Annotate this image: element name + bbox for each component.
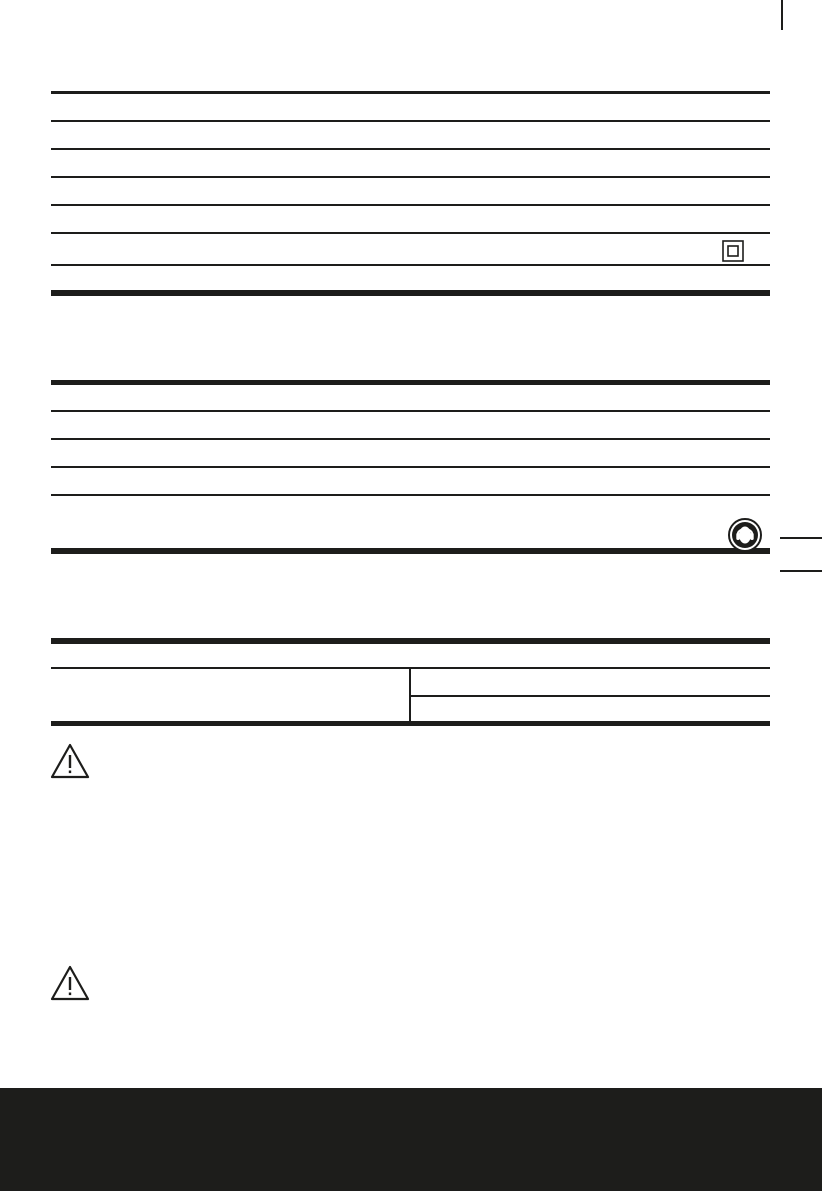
footer-band [0,1088,822,1191]
table-row-divider [51,176,770,178]
table-row-divider [51,494,770,496]
warning-triangle-icon [49,742,91,780]
table-row-divider [410,695,770,697]
table-row-divider [51,264,770,266]
table-row-divider [51,232,770,234]
double-insulation-icon [722,240,744,262]
table-bottom-rule [51,721,770,726]
table-bottom-rule [51,548,770,554]
table-column-divider [409,667,411,723]
warning-triangle-icon [49,964,91,1002]
table-row-divider [51,438,770,440]
table-top-rule [51,91,770,94]
table-row-divider [51,466,770,468]
table-top-rule [51,638,770,644]
language-tab-marker-bottom [780,570,822,572]
table-row-divider [51,120,770,122]
page-number-separator [781,0,783,30]
table-row-divider [51,148,770,150]
language-tab-marker-top [780,537,822,539]
table-row-divider [51,204,770,206]
table-top-rule [51,380,770,385]
table-row-divider [51,410,770,412]
ear-protection-icon [728,518,762,552]
table-bottom-rule [51,290,770,296]
